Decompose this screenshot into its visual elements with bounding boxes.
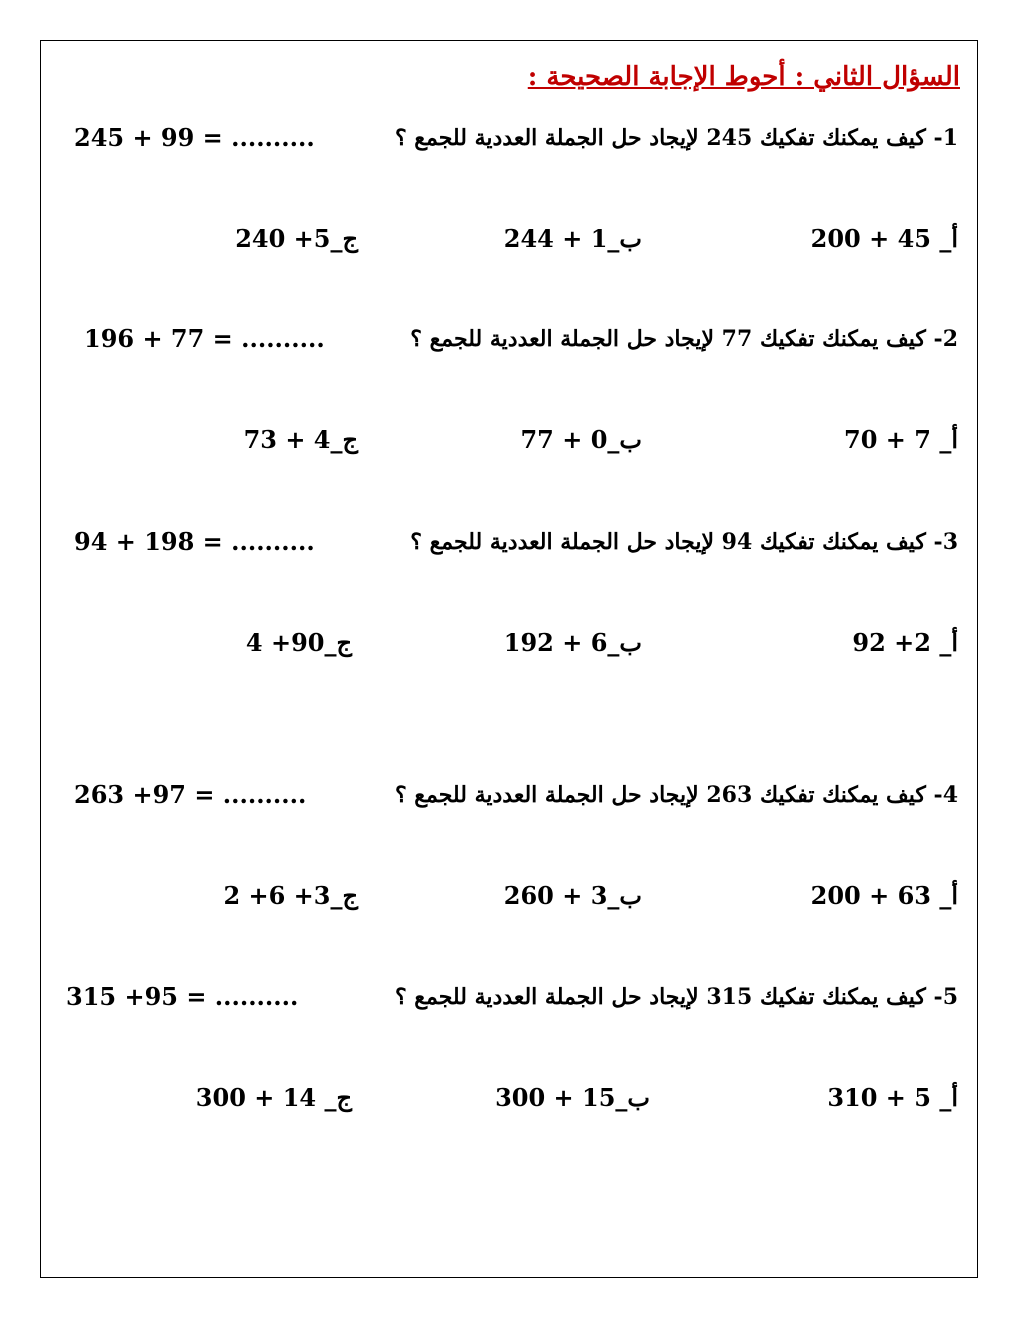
question-1-option-a[interactable]: أ_ 45 + 200: [810, 224, 958, 253]
question-2-option-b[interactable]: ب_0 + 77: [520, 425, 642, 454]
question-3-equation: 94 + 198 = ..........: [74, 527, 315, 556]
question-3-option-a[interactable]: أ_ 2+ 92: [852, 628, 958, 657]
question-3-option-b[interactable]: ب_6 + 192: [503, 628, 642, 657]
question-4-equation: 263 +97 = ..........: [74, 780, 307, 809]
section-title: السؤال الثاني : أحوط الإجابة الصحيحة :: [527, 62, 960, 92]
question-1-text: 1- كيف يمكنك تفكيك 245 لإيجاد حل الجملة العددية للجمع ؟: [394, 125, 958, 151]
question-4-option-c[interactable]: ج_3+ 6+ 2: [223, 881, 358, 910]
question-5-equation: 315 +95 = ..........: [66, 982, 299, 1011]
question-2-option-a[interactable]: أ_ 7 + 70: [844, 425, 958, 454]
question-4-option-a[interactable]: أ_ 63 + 200: [810, 881, 958, 910]
question-2-option-c[interactable]: ج_4 + 73: [243, 425, 358, 454]
question-5-option-c[interactable]: ج_ 14 + 300: [195, 1083, 352, 1112]
question-5-text: 5- كيف يمكنك تفكيك 315 لإيجاد حل الجملة العددية للجمع ؟: [394, 984, 958, 1010]
question-5-option-a[interactable]: أ_ 5 + 310: [827, 1083, 958, 1112]
question-4-text: 4- كيف يمكنك تفكيك 263 لإيجاد حل الجملة العددية للجمع ؟: [394, 782, 958, 808]
question-4-option-b[interactable]: ب_3 + 260: [503, 881, 642, 910]
question-1-equation: 245 + 99 = ..........: [74, 123, 315, 152]
question-5-option-b[interactable]: ب_15 + 300: [495, 1083, 650, 1112]
question-2-equation: 196 + 77 = ..........: [84, 324, 325, 353]
question-1-option-c[interactable]: ج_5+ 240: [235, 224, 358, 253]
question-2-text: 2- كيف يمكنك تفكيك 77 لإيجاد حل الجملة العددية للجمع ؟: [410, 326, 958, 352]
question-3-text: 3- كيف يمكنك تفكيك 94 لإيجاد حل الجملة العددية للجمع ؟: [410, 529, 958, 555]
question-1-option-b[interactable]: ب_1 + 244: [503, 224, 642, 253]
question-3-option-c[interactable]: ج_90+ 4: [245, 628, 352, 657]
